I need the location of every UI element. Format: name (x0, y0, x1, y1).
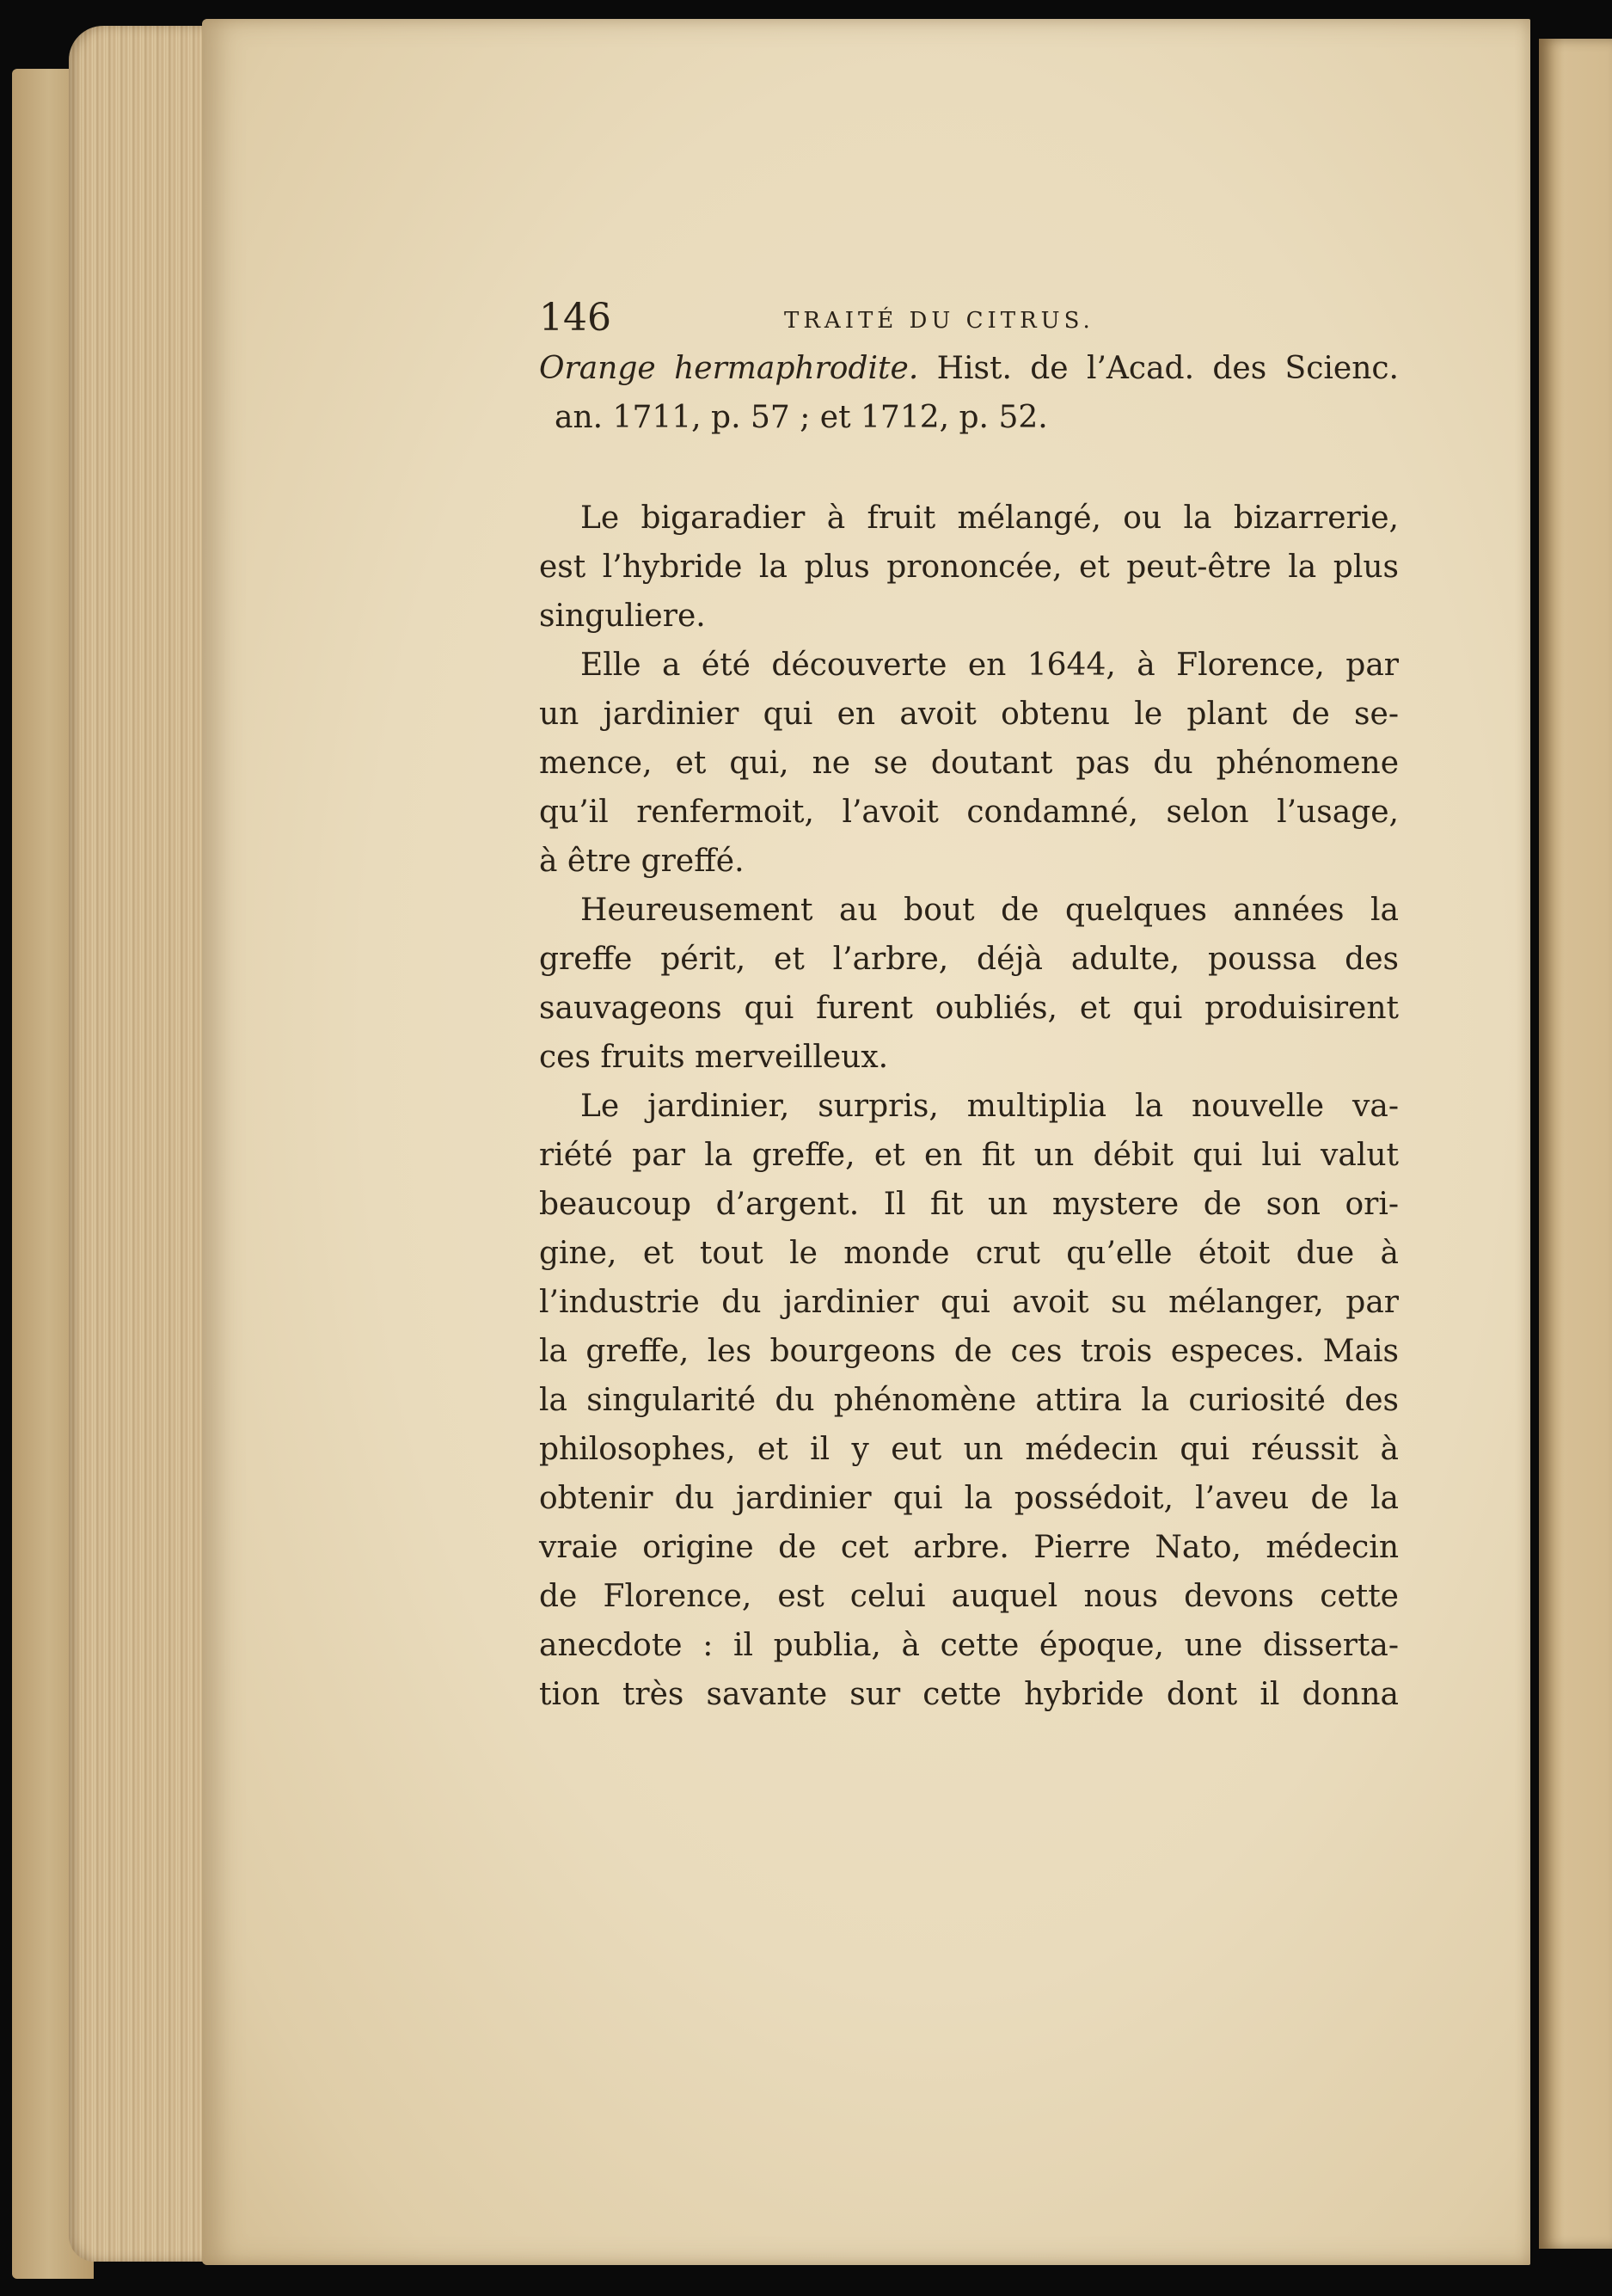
paragraph (539, 494, 1399, 641)
reference-title: Orange hermaphrodite. (539, 351, 919, 386)
text-line: beaucoup d’argent. Il fit un mystere de son ori- (539, 1187, 1399, 1222)
text-line: greffe périt, et l’arbre, déjà adulte, poussa des (539, 942, 1399, 977)
text-line: Le jardinier, surpris, multiplia la nouvelle va- (580, 1089, 1399, 1124)
text-line: sauvageons qui furent oubliés, et qui produisirent (539, 991, 1399, 1026)
text-line: anecdote : il publia, à cette époque, une disserta- (539, 1628, 1399, 1663)
text-line: gine, et tout le monde crut qu’elle étoit due à (539, 1236, 1399, 1271)
facing-page-edge (1539, 39, 1612, 2249)
page-text (539, 292, 1399, 1719)
reference-line: an. 1711, p. 57 ; et 1712, p. 52. (555, 400, 1048, 435)
text-line: tion très savante sur cette hybride dont il donna (539, 1677, 1399, 1712)
text-line: singuliere. (539, 599, 706, 634)
page-number: 146 (539, 296, 611, 340)
text-line: obtenir du jardinier qui la possédoit, l’aveu de la (539, 1481, 1399, 1516)
text-line: riété par la greffe, et en fit un débit qui lui valut (539, 1138, 1399, 1173)
running-title: TRAITÉ DU CITRUS. (784, 308, 1094, 334)
text-line: mence, et qui, ne se doutant pas du phénomene (539, 746, 1399, 781)
reference-line (539, 344, 1399, 393)
text-line: philosophes, et il y eut un médecin qui réussit à (539, 1432, 1399, 1467)
text-line: Elle a été découverte en 1644, à Florence, par (580, 648, 1399, 683)
text-line: Le bigaradier à fruit mélangé, ou la bizarrerie, (580, 500, 1399, 536)
running-head (539, 292, 1399, 344)
text-line: un jardinier qui en avoit obtenu le plant de se- (539, 697, 1399, 732)
paragraph (539, 886, 1399, 1082)
text-line: Heureusement au bout de quelques années la (580, 893, 1399, 928)
paragraph (539, 641, 1399, 886)
paragraph (539, 1082, 1399, 1719)
text-line: ces fruits merveilleux. (539, 1040, 889, 1075)
text-line: qu’il renfermoit, l’avoit condamné, selon l’usage, (539, 795, 1399, 830)
text-line: à être greffé. (539, 844, 745, 879)
reference-source: Hist. de l’Acad. des Scienc. (918, 351, 1399, 386)
text-line: l’industrie du jardinier qui avoit su mélanger, par (539, 1285, 1399, 1320)
paragraph-gap (539, 442, 1399, 494)
text-line: vraie origine de cet arbre. Pierre Nato, médecin (539, 1530, 1399, 1565)
text-line: est l’hybride la plus prononcée, et peut-être la plus (539, 549, 1399, 585)
text-line: la singularité du phénomène attira la curiosité des (539, 1383, 1399, 1418)
text-line: de Florence, est celui auquel nous devons cette (539, 1579, 1399, 1614)
text-line: la greffe, les bourgeons de ces trois especes. Mais (539, 1334, 1399, 1369)
